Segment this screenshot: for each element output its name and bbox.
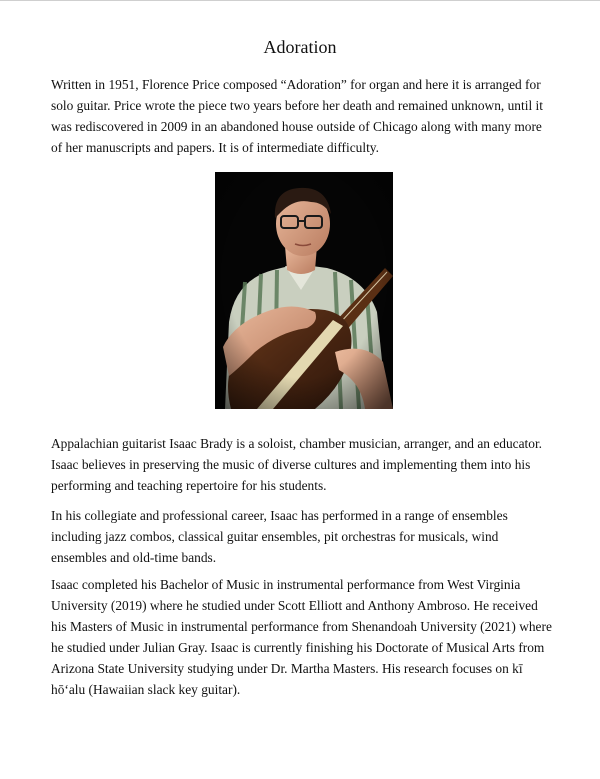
portrait-photo [215,172,393,409]
page-title: Adoration [263,37,337,57]
bio-paragraph-3: Isaac completed his Bachelor of Music in instrumental performance from West Virginia University (2019) where he studied under Scott Elliott and Anthony Ambroso. He received his Masters of Music in instrumental performance from Shenandoah University (2021) where he studied under Julian Gray. Isaac is currently finishing his Doctorate of Musical Arts from Arizona State University studying under Dr. Martha Masters. His research focuses on kī hōʻalu (Hawaiian slack key guitar). [51,577,552,697]
intro-paragraph: Written in 1951, Florence Price composed “Adoration” for organ and here it is arranged for solo guitar. Price wrote the piece two years before her death and remained unknown, until it was rediscovered in 2009 in an abandoned house outside of Chicago along with many more of her manuscripts and papers. It is of intermediate difficulty. [51,77,543,155]
bio-paragraph-1: Appalachian guitarist Isaac Brady is a soloist, chamber musician, arranger, and an educator. Isaac believes in preserving the music of diverse cultures and implementing them into his performing and teaching repertoire for his students. [51,436,543,493]
bio-paragraph-2: In his collegiate and professional career, Isaac has performed in a range of ensembles including jazz combos, classical guitar ensembles, pit orchestras for musicals, wind ensembles and old-time bands. [51,508,508,565]
